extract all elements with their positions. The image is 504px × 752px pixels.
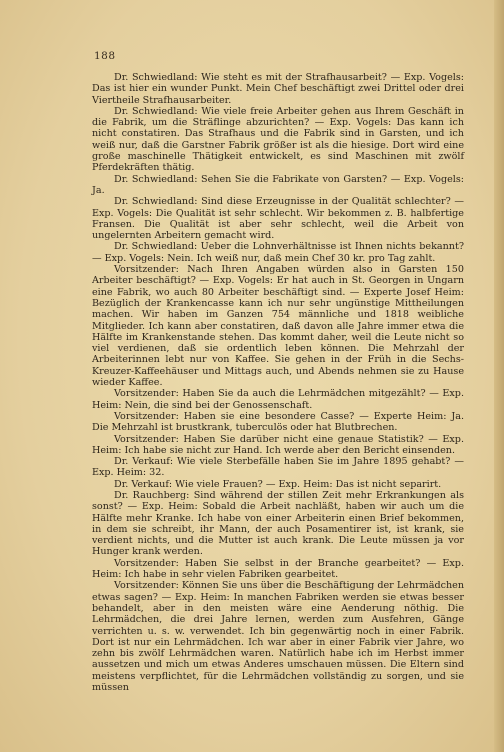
- paragraph: Dr. Verkauf: Wie viele Sterbefälle haben Sie im Jahre 1895 gehabt? — Exp. Heim: 32.: [92, 456, 464, 479]
- paragraph: Dr. Verkauf: Wie viele Frauen? — Exp. Heim: Das ist nicht separirt.: [114, 478, 442, 490]
- paragraph: Dr. Rauchberg: Sind während der stillen Zeit mehr Erkrankungen als sonst? — Exp. Heim: Sobald die Arbeit nachläßt, haben wir auch um die Hälfte mehr Kranke. Ich habe von einer Arbeiterin einen Brief bekommen, in dem sie schreibt, ihr Mann, der auch Posamentirer ist, ist krank, sie verdient nichts, und die Mutter ist auch krank. Die Leute müssen ja vor Hunger krank werden.: [92, 489, 464, 558]
- page-edge: [494, 0, 504, 752]
- page-number: 188: [94, 50, 116, 62]
- paragraph: Vorsitzender: Haben Sie da auch die Lehrmädchen mitgezählt? — Exp. Heim: Nein, die sind bei der Genossenschaft.: [92, 388, 464, 411]
- body-text: [92, 72, 464, 693]
- paragraph: Dr. Schwiedland: Wie viele freie Arbeiter gehen aus Ihrem Geschäft in die Fabrik, um die Sträflinge abzurichten? — Exp. Vogels: Das kann ich nicht constatiren. Das Strafhaus und die Fabrik sind in Garsten, und ich weiß nur, daß die Garstner Fabrik größer ist als die hiesige. Dort wird eine große maschinelle Thätigkeit entwickelt, es sind Maschinen mit zwölf Pferdekräften thätig.: [92, 105, 464, 174]
- paragraph: Vorsitzender: Haben sie eine besondere Casse? — Experte Heim: Ja. Die Mehrzahl ist brustkrank, tuberculös oder hat Blutbrechen.: [92, 410, 464, 434]
- paragraph: Vorsitzender: Haben Sie selbst in der Branche gearbeitet? — Exp. Heim: Ich habe in sehr vielen Fabriken gearbeitet.: [92, 557, 464, 581]
- paragraph: Vorsitzender: Können Sie uns über die Beschäftigung der Lehrmädchen etwas sagen? — Exp. Heim: In manchen Fabriken werden sie etwas besser behandelt, aber in den meisten wäre eine Aenderung nöthig. Die Lehrmädchen, die drei Jahre lernen, werden zum Ausfehren, Gänge verrichten u. s. w. verwendet. Ich bin gegenwärtig noch in einer Fabrik. Dort ist nur ein Lehrmädchen. Ich war aber in einer Fabrik vier Jahre, wo zehn bis zwölf Lehrmädchen waren. Natürlich habe ich im Herbst immer aussetzen und mich um etwas Anderes umschauen müssen. Die Eltern sind meistens verpflichtet, für die Lehrmädchen vollständig zu sorgen, und sie müssen: [92, 580, 464, 694]
- paragraph: Dr. Schwiedland: Ueber die Lohnverhältnisse ist Ihnen nichts bekannt? — Exp. Vogels: Nein. Ich weiß nur, daß mein Chef 30 kr. pro Tag zahlt.: [92, 241, 464, 264]
- paragraph: Dr. Schwiedland: Wie steht es mit der Strafhausarbeit? — Exp. Vogels: Das ist hier ein wunder Punkt. Mein Chef beschäftigt zwei Drittel oder drei Viertheile Strafhausarbeiter.: [92, 72, 464, 106]
- paragraph: Dr. Schwiedland: Sehen Sie die Fabrikate von Garsten? — Exp. Vogels: Ja.: [92, 173, 464, 196]
- paragraph: Dr. Schwiedland: Sind diese Erzeugnisse in der Qualität schlechter? — Exp. Vogels: Die Qualität ist sehr schlecht. Wir bekommen z. B. halbfertige Fransen. Die Qualität ist aber sehr schlecht, weil die Arbeit von ungelernten Arbeitern gemacht wird.: [92, 196, 464, 242]
- paragraph: Vorsitzender: Nach Ihren Angaben würden also in Garsten 150 Arbeiter beschäftigt? — Exp. Vogels: Er hat auch in St. Georgen in Ungarn eine Fabrik, wo auch 80 Arbeiter beschäftigt sind. — Experte Josef Heim: Bezüglich der Krankencasse kann ich nur sehr ungünstige Mittheilungen machen. Wir haben im Ganzen 754 männliche und 1818 weibliche Mitglieder. Ich kann aber constatiren, daß davon alle Jahre immer etwa die Hälfte im Krankenstande stehen. Das kommt daher, weil die Leute nicht so viel verdienen, daß sie ordentlich leben können. Die Mehrzahl der Arbeiterinnen lebt nur von Kaffee. Sie gehen in der Früh in die Sechs-Kreuzer-Kaffeehäuser und Mittags auch, und Abends nehmen sie zu Hause wieder Kaffee.: [92, 264, 464, 389]
- paragraph: Vorsitzender: Haben Sie darüber nicht eine genaue Statistik? — Exp. Heim: Ich habe sie nicht zur Hand. Ich werde aber den Bericht einsenden.: [92, 433, 464, 456]
